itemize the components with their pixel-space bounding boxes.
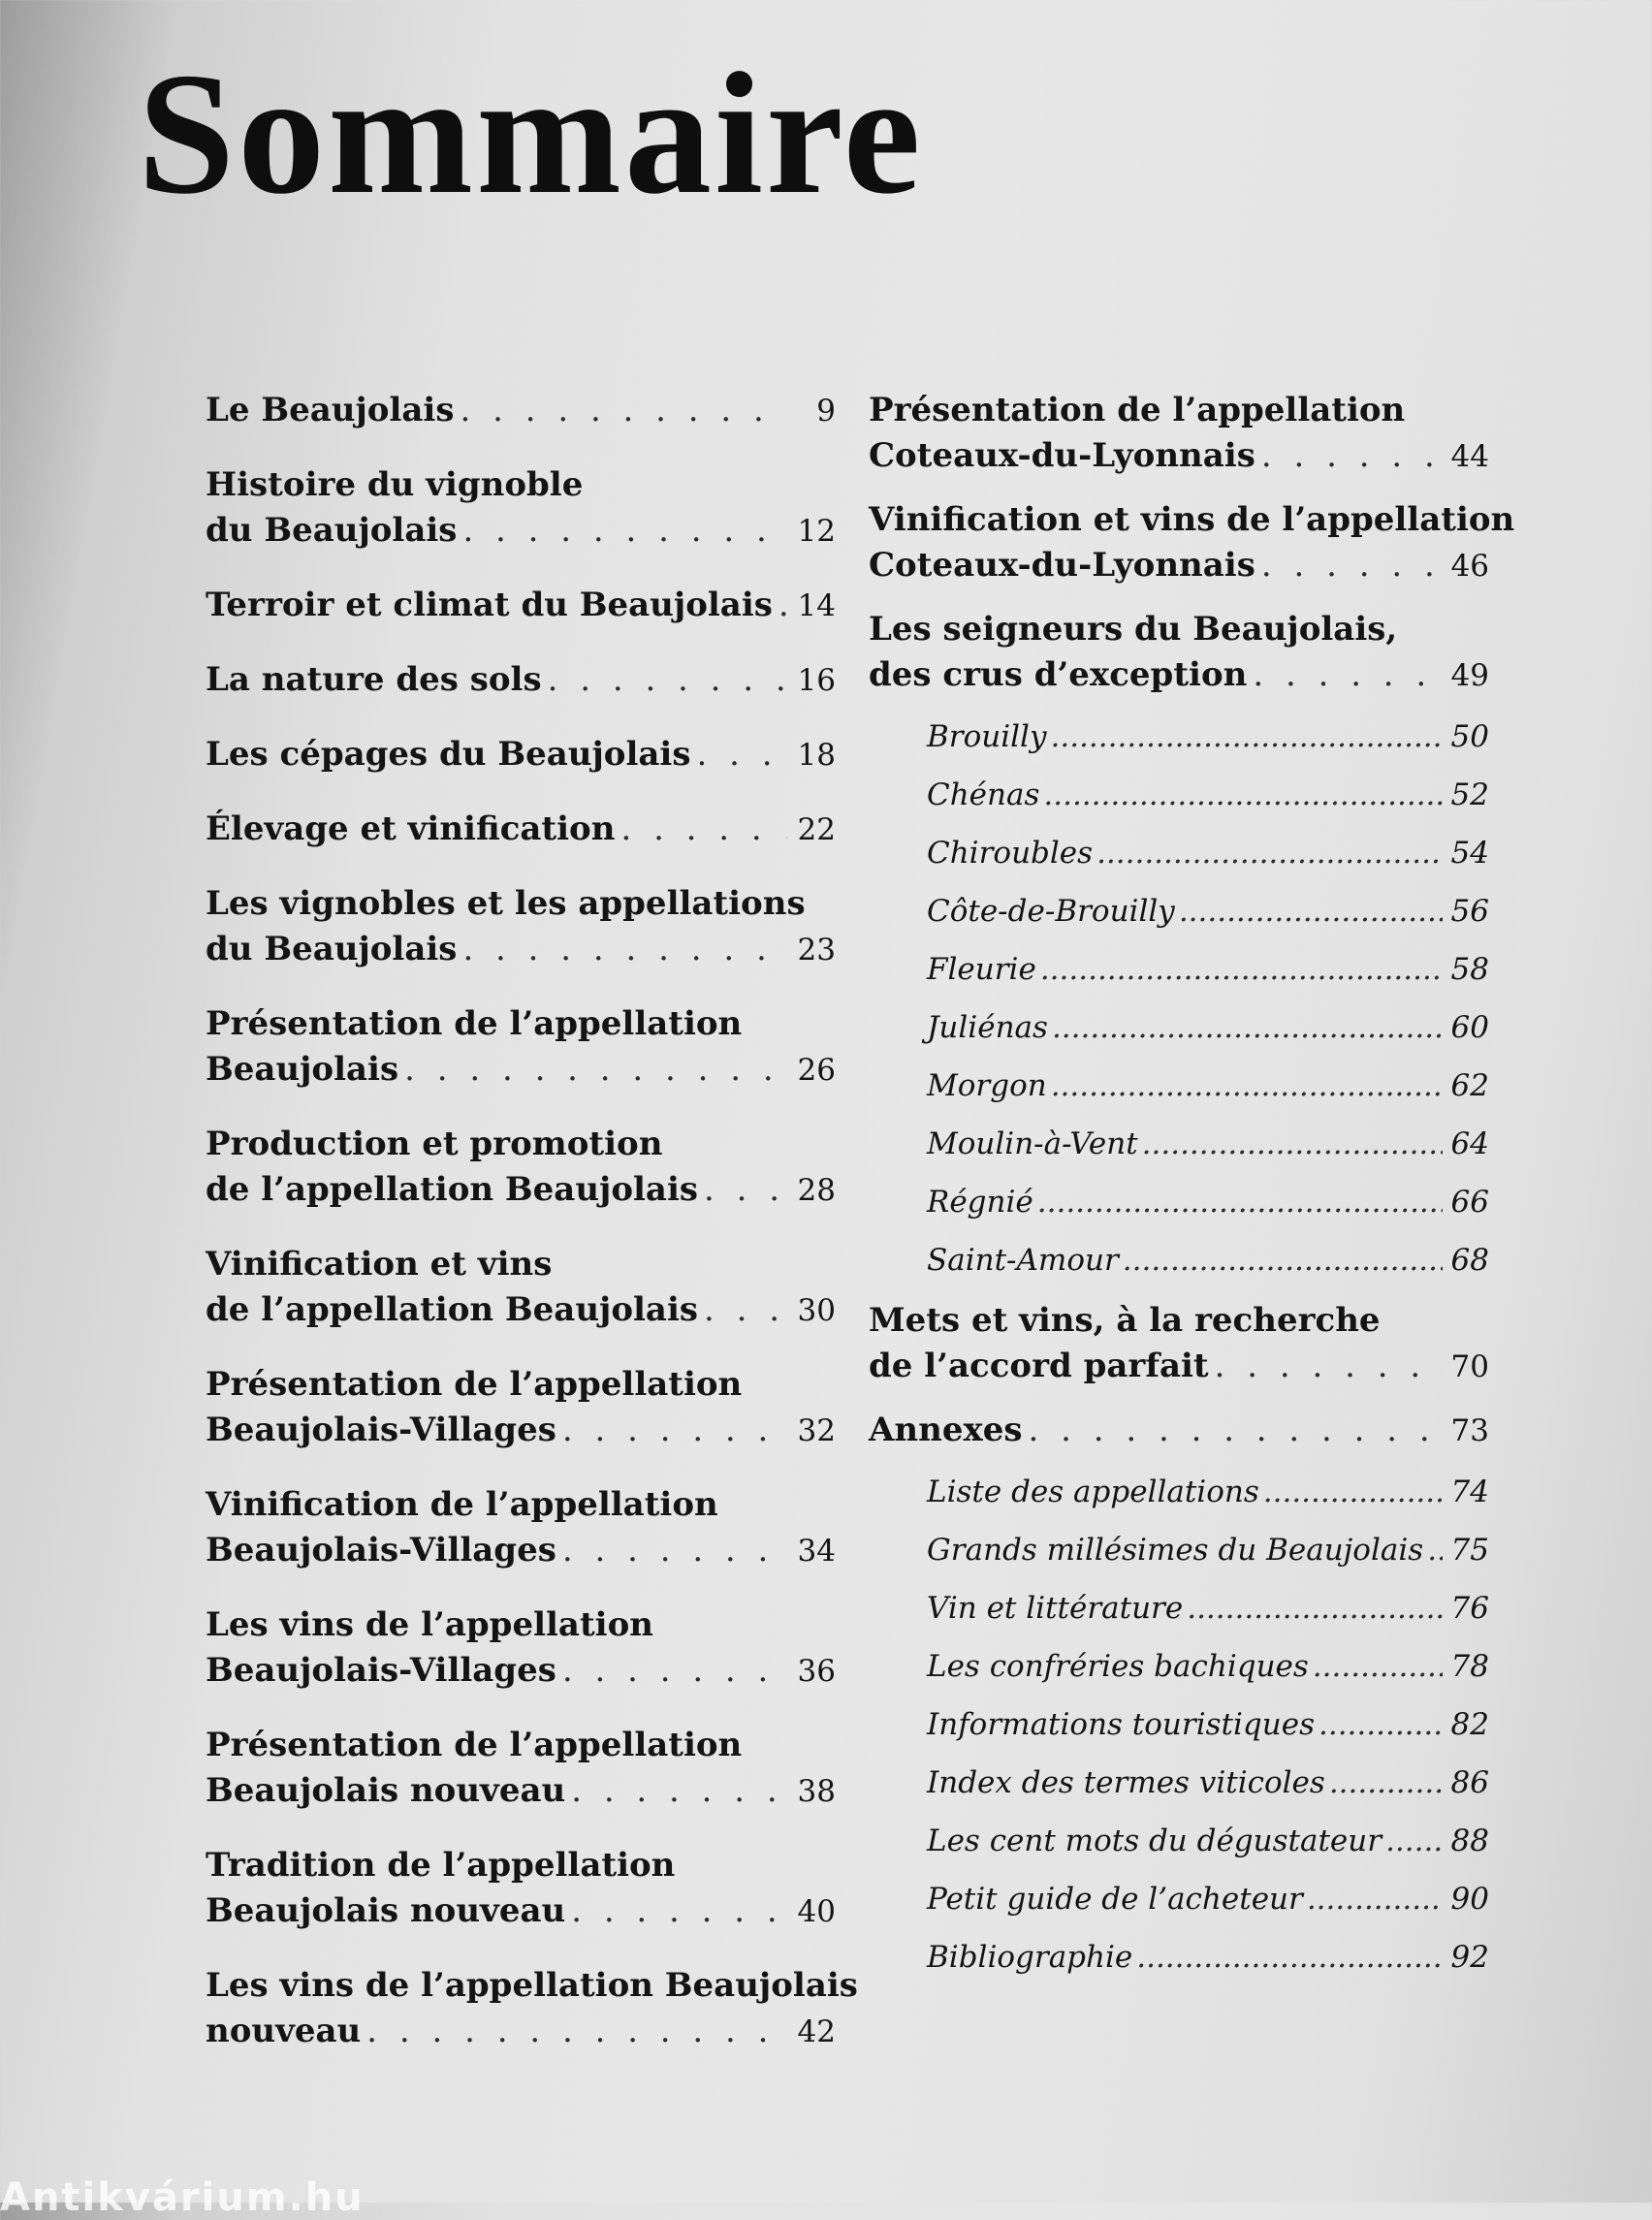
toc-sub-entry-title: Brouilly	[927, 719, 1047, 754]
toc-entry-line	[206, 1648, 836, 1695]
dot-leader	[620, 807, 787, 852]
toc-entry	[206, 1001, 836, 1094]
toc-page-number: 26	[797, 1053, 836, 1088]
toc-sub-entry-title: Vin et littérature	[927, 1591, 1184, 1626]
dot-leader	[704, 1287, 787, 1333]
dot-leader	[562, 1528, 787, 1573]
dot-leader	[366, 2009, 787, 2054]
toc-sub-entry-title: Petit guide de l’acheteur	[927, 1882, 1303, 1917]
toc-entry-line	[869, 1408, 1489, 1454]
toc-entry-title: Beaujolais-Villages	[206, 1411, 556, 1449]
toc-sub-entry-title: Informations touristiques	[927, 1707, 1315, 1742]
dot-leader	[778, 583, 787, 628]
toc-entry-line	[206, 388, 836, 434]
toc-entry-title: de l’accord parfait	[869, 1347, 1209, 1385]
dot-leader	[1318, 1704, 1443, 1745]
toc-entry-line	[206, 657, 836, 704]
toc-entry-line	[206, 1122, 836, 1167]
toc-entry-title: Histoire du vignoble	[206, 465, 584, 504]
toc-entry-title: Présentation de l’appellation	[206, 1004, 743, 1043]
toc-sub-entry	[927, 1821, 1489, 1861]
toc-entry-line	[206, 1888, 836, 1935]
toc-entry-title: Les vins de l’appellation	[206, 1605, 653, 1644]
toc-page-number: 40	[797, 1894, 836, 1929]
toc-sub-entry	[927, 1646, 1489, 1687]
toc-entry-line	[869, 388, 1489, 433]
toc-entry-title: du Beaujolais	[206, 511, 458, 550]
toc-page-number: 16	[797, 663, 836, 698]
dot-leader	[1385, 1821, 1443, 1861]
toc-entry-line	[206, 2009, 836, 2055]
dot-leader	[1043, 775, 1443, 815]
toc-sub-entry	[927, 891, 1489, 932]
toc-sub-entry	[927, 1240, 1489, 1281]
toc-entry-line	[206, 1723, 836, 1768]
toc-entry-title: La nature des sols	[206, 660, 542, 699]
toc-entry	[869, 1298, 1489, 1390]
toc-page-number: 9	[816, 394, 836, 428]
toc-page-number: 36	[797, 1654, 836, 1689]
dot-leader	[1263, 1472, 1443, 1512]
toc-entry-title: Coteaux-du-Lyonnais	[869, 436, 1255, 475]
toc-entry-title: Annexes	[869, 1411, 1023, 1449]
toc-sub-entry	[927, 1762, 1489, 1803]
dot-leader	[1261, 433, 1441, 479]
toc-entry-title: Les vins de l’appellation Beaujolais	[206, 1966, 858, 2005]
toc-page-number: 86	[1450, 1765, 1489, 1800]
toc-entry	[206, 1242, 836, 1334]
toc-sub-entry-title: Régnié	[927, 1185, 1033, 1220]
toc-sub-entry	[927, 1065, 1489, 1106]
toc-entry-line	[869, 1344, 1489, 1390]
toc-entry-title: Présentation de l’appellation	[206, 1726, 743, 1764]
toc-entry	[206, 388, 836, 434]
toc-page-number: 12	[797, 514, 836, 549]
toc-page-number: 68	[1450, 1243, 1489, 1278]
toc-entry	[206, 807, 836, 853]
dot-leader	[1313, 1646, 1443, 1687]
toc-right-column	[869, 388, 1515, 1995]
toc-entry-title: Beaujolais nouveau	[206, 1891, 566, 1930]
toc-page-number: 56	[1450, 894, 1489, 929]
toc-entry-line	[206, 508, 836, 555]
toc-sub-entry-title: Fleurie	[927, 952, 1036, 987]
toc-sub-entry	[927, 1937, 1489, 1978]
dot-leader	[462, 927, 787, 972]
toc-entry-title: Vinification et vins de l’appellation	[869, 500, 1515, 539]
toc-entry-title: Coteaux-du-Lyonnais	[869, 546, 1255, 585]
dot-leader	[404, 1047, 787, 1093]
toc-entry-title: Mets et vins, à la recherche	[869, 1301, 1381, 1340]
toc-page-number: 42	[797, 2014, 836, 2049]
toc-sub-entry	[927, 1472, 1489, 1512]
dot-leader	[571, 1768, 787, 1814]
toc-page-number: 14	[797, 588, 836, 623]
dot-leader	[1187, 1588, 1443, 1629]
toc-entry-line	[206, 807, 836, 853]
toc-sub-entry-title: Chénas	[927, 777, 1040, 812]
toc-entry	[869, 497, 1515, 589]
toc-page-number: 74	[1450, 1475, 1489, 1509]
toc-entry-line	[869, 543, 1489, 589]
dot-leader	[704, 1167, 787, 1213]
toc-entry	[206, 1723, 836, 1815]
toc-entry	[206, 1963, 858, 2055]
toc-entry-title: Présentation de l’appellation	[206, 1365, 743, 1404]
dot-leader	[1051, 1065, 1443, 1106]
toc-page-number: 28	[797, 1173, 836, 1208]
dot-leader	[1329, 1762, 1443, 1803]
toc-page-number: 49	[1450, 658, 1489, 693]
toc-entry	[206, 1362, 836, 1454]
toc-entry-line	[206, 1602, 836, 1648]
dot-leader	[1123, 1240, 1443, 1281]
toc-page-number: 66	[1450, 1185, 1489, 1220]
toc-entry-title: Les vignobles et les appellations	[206, 884, 806, 923]
toc-sub-entry-title: Les confréries bachiques	[927, 1649, 1309, 1684]
toc-entry-line	[206, 1482, 836, 1528]
toc-sub-entry-title: Chiroubles	[927, 836, 1094, 871]
dot-leader	[1040, 949, 1443, 990]
toc-entry-title: Vinification de l’appellation	[206, 1485, 718, 1524]
dot-leader	[1261, 543, 1441, 588]
toc-sub-entry-title: Moulin-à-Vent	[927, 1126, 1138, 1161]
toc-entry-line	[206, 1362, 836, 1408]
toc-page-number: 82	[1450, 1707, 1489, 1742]
toc-sub-entry	[927, 833, 1489, 873]
dot-leader	[1253, 652, 1441, 698]
toc-entry-line	[206, 1843, 836, 1888]
dot-leader	[1142, 1124, 1443, 1164]
toc-page-number: 52	[1450, 777, 1489, 812]
dot-leader	[1179, 891, 1443, 932]
toc-entry-title: de l’appellation Beaujolais	[206, 1290, 699, 1329]
toc-entry-title: Tradition de l’appellation	[206, 1846, 676, 1885]
toc-entry-line	[206, 927, 836, 973]
toc-entry	[869, 388, 1489, 480]
toc-entry-line	[206, 1167, 836, 1214]
toc-entry	[869, 1408, 1489, 1454]
dot-leader	[1037, 1182, 1443, 1222]
toc-page-number: 44	[1450, 439, 1489, 474]
toc-sub-entry	[927, 1007, 1489, 1048]
toc-sub-entry-title: Saint-Amour	[927, 1243, 1119, 1278]
toc-page-number: 23	[797, 933, 836, 967]
toc-page-number: 22	[797, 812, 836, 847]
toc-page-number: 62	[1450, 1068, 1489, 1103]
toc-entry-title: Beaujolais-Villages	[206, 1651, 556, 1690]
toc-entry-title: Les seigneurs du Beaujolais,	[869, 610, 1398, 649]
toc-page-number: 34	[797, 1534, 836, 1569]
toc-entry-line	[206, 732, 836, 778]
toc-entry-title: Vinification et vins	[206, 1245, 553, 1284]
toc-entry-line	[206, 1768, 836, 1815]
toc-page-number: 60	[1450, 1010, 1489, 1045]
toc-entry	[206, 1122, 836, 1214]
toc-entry-title: Présentation de l’appellation	[869, 391, 1406, 429]
toc-page-number: 18	[797, 738, 836, 773]
toc-entry	[206, 657, 836, 704]
toc-entry-line	[206, 583, 836, 629]
toc-entry	[206, 462, 836, 555]
dot-leader	[1427, 1530, 1443, 1570]
toc-page-number: 73	[1450, 1413, 1489, 1448]
toc-sub-entry-title: Index des termes viticoles	[927, 1765, 1325, 1800]
dot-leader	[462, 508, 787, 554]
toc-entry-title: Beaujolais nouveau	[206, 1771, 566, 1810]
toc-page-number: 76	[1450, 1591, 1489, 1626]
toc-sub-entry	[927, 1704, 1489, 1745]
toc-page-number: 70	[1450, 1349, 1489, 1384]
toc-entry-line	[206, 881, 836, 927]
dot-leader	[696, 732, 787, 777]
toc-page-number: 38	[797, 1774, 836, 1809]
toc-sub-entry-title: Juliénas	[927, 1010, 1048, 1045]
toc-sub-entry-title: Les cent mots du dégustateur	[927, 1824, 1382, 1858]
dot-leader	[1136, 1937, 1443, 1978]
toc-page-number: 54	[1450, 836, 1489, 871]
toc-page-number: 32	[797, 1413, 836, 1448]
dot-leader	[562, 1648, 787, 1694]
toc-entry-line	[869, 1298, 1489, 1344]
toc-entry-line	[206, 462, 836, 508]
toc-entry-line	[869, 433, 1489, 480]
toc-sub-entry-title: Liste des appellations	[927, 1475, 1259, 1509]
dot-leader	[460, 388, 787, 433]
toc-entry-line	[869, 652, 1489, 699]
toc-sub-entry	[927, 775, 1489, 815]
toc-entry	[869, 607, 1489, 699]
toc-entry-title: nouveau	[206, 2012, 362, 2050]
toc-entry-line	[206, 1047, 836, 1094]
toc-entry	[206, 1602, 836, 1695]
watermark: Antikvárium.hu	[0, 2175, 365, 2220]
toc-entry	[206, 583, 836, 629]
toc-page-number: 50	[1450, 719, 1489, 754]
toc-page-number: 58	[1450, 952, 1489, 987]
toc-page-number: 75	[1450, 1533, 1489, 1568]
toc-entry	[206, 1482, 836, 1574]
toc-sub-entry-title: Bibliographie	[927, 1940, 1133, 1975]
toc-sub-entry-title: Côte-de-Brouilly	[927, 894, 1175, 929]
toc-page-number: 92	[1450, 1940, 1489, 1975]
toc-entry	[206, 881, 836, 973]
toc-entry-line	[869, 497, 1515, 543]
toc-entry-line	[869, 607, 1489, 652]
toc-page-number: 46	[1450, 549, 1489, 584]
dot-leader	[548, 657, 787, 703]
toc-left-column	[206, 388, 858, 2083]
toc-sub-entry-title: Morgon	[927, 1068, 1047, 1103]
toc-entry	[206, 1843, 836, 1935]
toc-entry-line	[206, 1287, 836, 1334]
toc-entry-title: Beaujolais	[206, 1050, 399, 1089]
toc-entry-line	[206, 1242, 836, 1287]
toc-page-number: 78	[1450, 1649, 1489, 1684]
dot-leader	[1051, 716, 1444, 757]
toc-sub-entry	[927, 1530, 1489, 1570]
dot-leader	[571, 1888, 787, 1934]
toc-entry-line	[206, 1001, 836, 1047]
dot-leader	[1215, 1344, 1441, 1389]
toc-sub-entry	[927, 1182, 1489, 1222]
toc-sub-entry	[927, 1124, 1489, 1164]
toc-entry	[206, 732, 836, 778]
toc-entry-line	[206, 1408, 836, 1454]
dot-leader	[1052, 1007, 1443, 1048]
toc-entry-line	[206, 1528, 836, 1574]
dot-leader	[1307, 1879, 1443, 1919]
toc-entry-title: du Beaujolais	[206, 930, 458, 968]
dot-leader	[1029, 1408, 1442, 1453]
toc-sub-entry	[927, 1588, 1489, 1629]
toc-entry-title: Production et promotion	[206, 1125, 663, 1163]
toc-entry-title: Le Beaujolais	[206, 391, 455, 429]
toc-entry-title: des crus d’exception	[869, 655, 1248, 694]
toc-entry-line	[206, 1963, 858, 2009]
toc-page-number: 90	[1450, 1882, 1489, 1917]
toc-page-number: 64	[1450, 1126, 1489, 1161]
toc-page-number: 88	[1450, 1824, 1489, 1858]
page-title: Sommaire	[138, 37, 924, 230]
toc-page-number: 30	[797, 1293, 836, 1328]
toc-sub-entry-title: Grands millésimes du Beaujolais	[927, 1533, 1424, 1568]
toc-sub-entry	[927, 1879, 1489, 1919]
toc-entry-title: de l’appellation Beaujolais	[206, 1170, 699, 1209]
toc-entry-title: Terroir et climat du Beaujolais	[206, 586, 773, 624]
toc-sub-entry	[927, 949, 1489, 990]
toc-entry-title: Élevage et vinification	[206, 809, 616, 848]
dot-leader	[1096, 833, 1443, 873]
toc-sub-entry	[927, 716, 1489, 757]
dot-leader	[562, 1408, 787, 1453]
toc-entry-title: Beaujolais-Villages	[206, 1531, 556, 1570]
toc-entry-title: Les cépages du Beaujolais	[206, 735, 691, 774]
